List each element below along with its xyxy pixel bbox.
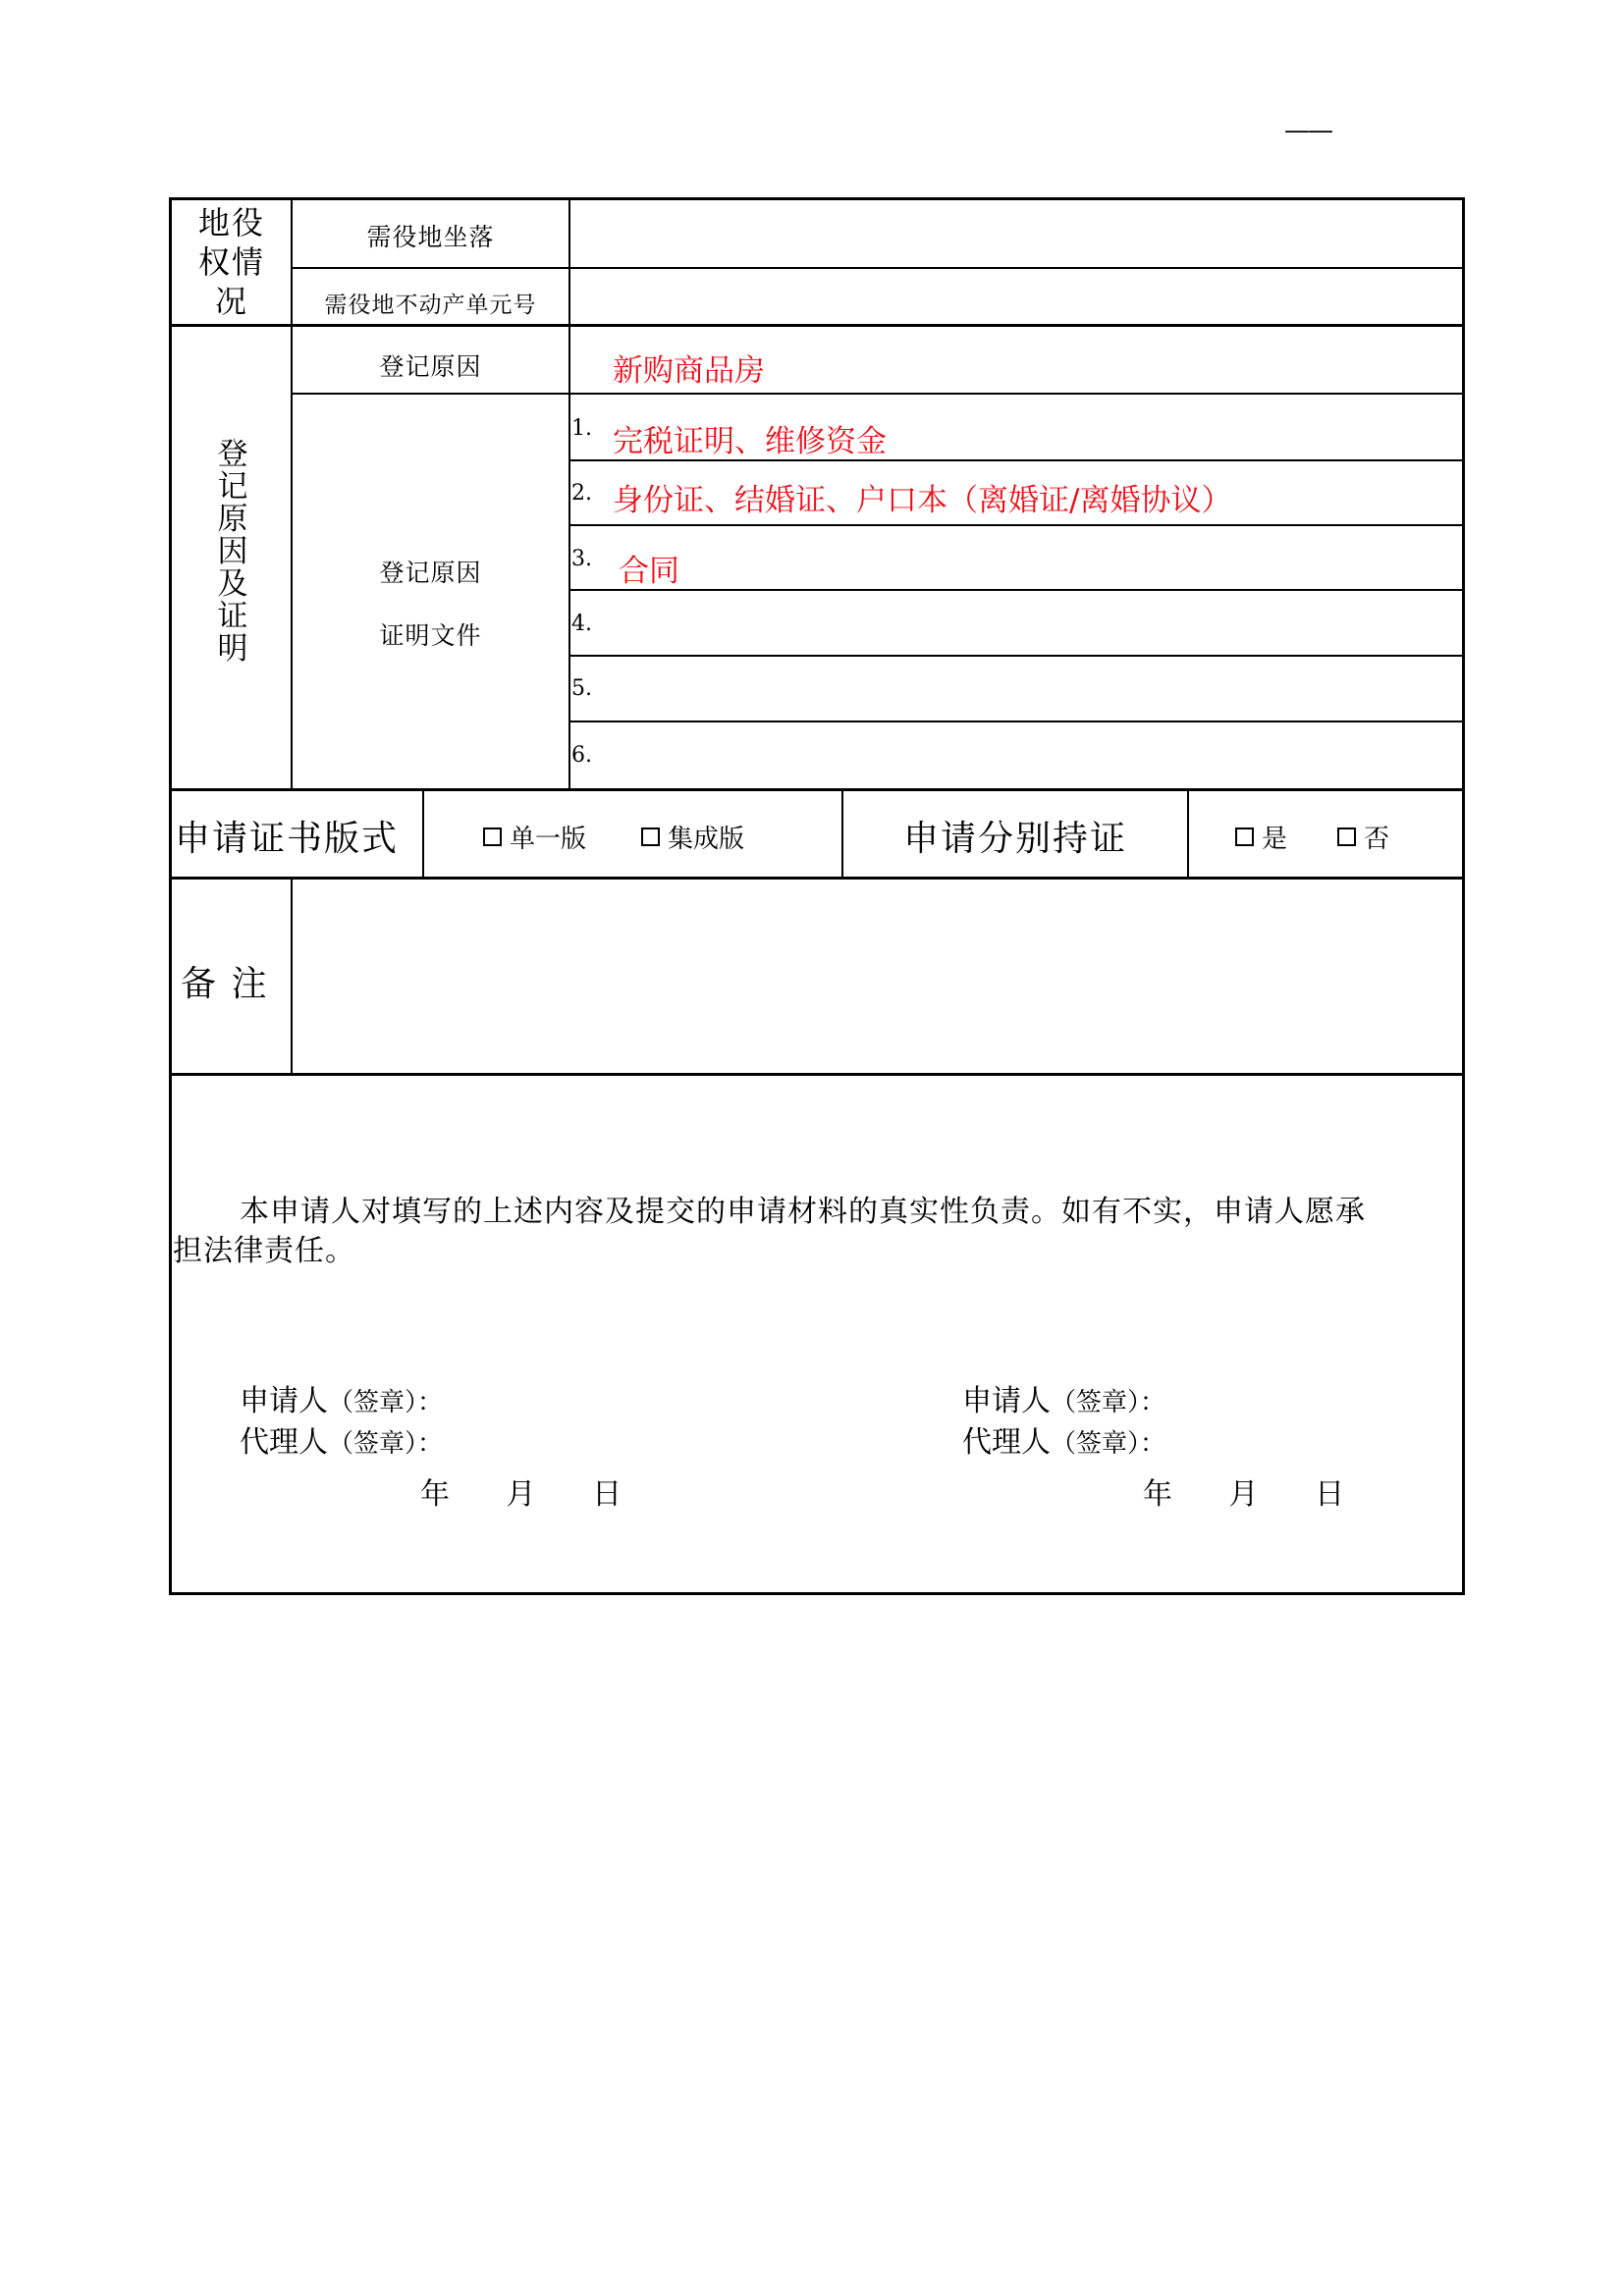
servient-land-unit-number-label: 需役地不动产单元号 [324,293,537,318]
declaration-line-1: 本申请人对填写的上述内容及提交的申请材料的真实性负责。如有不实，申请人愿承 [240,1195,1366,1229]
separate-option-yes[interactable]: 是 [1235,819,1287,855]
table-right-border [1462,197,1465,1595]
doc-text[interactable]: 完税证明、维修资金 [613,424,887,459]
cert-col-divider-1 [422,791,424,879]
separate-certificate-label: 申请分别持证 [903,819,1128,859]
remarks-label: 备 注 [181,964,269,1004]
remarks-field[interactable] [295,882,1459,1070]
servient-land-location-field[interactable] [572,200,1460,265]
supporting-documents-label: 登记原因 证明文件 [379,559,482,650]
doc-number: 6. [571,743,592,768]
servient-land-location-label: 需役地坐落 [366,223,495,251]
registration-reason-label: 登记原因 [379,352,482,381]
separate-option-no[interactable]: 否 [1337,819,1389,855]
easement-section-label: 地役权情况 [197,204,265,320]
table-left-border [169,197,172,1595]
doc-number: 2. [571,481,592,506]
cert-col-divider-2 [841,791,843,879]
doc-text[interactable]: 身份证、结婚证、户口本（离婚证/离婚协议） [613,483,1232,518]
servient-land-unit-number-field[interactable] [572,270,1460,323]
page-mark: —— [1284,116,1331,145]
date-left[interactable]: 年 月 日 [420,1477,623,1512]
reason-row-divider [291,393,1464,395]
format-option-single[interactable]: 单一版 [483,819,586,855]
doc-row-divider-3 [568,589,1464,591]
table-bottom-border [169,1592,1465,1595]
doc-row-divider-4 [568,655,1464,657]
easement-section-bottom [169,324,1465,327]
applicant-signature-right[interactable]: 申请人（签章）： [962,1384,1166,1418]
doc-number: 5. [571,676,592,701]
doc-row-divider-2 [568,524,1464,526]
doc-text[interactable]: 合同 [619,554,679,589]
cert-col-divider-3 [1187,791,1189,879]
doc-row-divider-5 [568,721,1464,722]
checkbox-icon[interactable] [1235,828,1254,846]
doc-number: 4. [571,612,592,636]
agent-signature-right[interactable]: 代理人（签章）： [962,1425,1166,1460]
format-option-integrated[interactable]: 集成版 [641,819,744,855]
registration-section-bottom [169,788,1465,791]
easement-col-divider-2 [568,197,570,791]
checkbox-icon[interactable] [1337,828,1356,846]
declaration-line-2: 担法律责任。 [173,1234,355,1268]
agent-signature-left[interactable]: 代理人（签章）： [240,1425,444,1460]
doc-number: 3. [571,547,592,571]
certificate-format-label: 申请证书版式 [175,819,400,859]
checkbox-icon[interactable] [483,828,502,846]
registration-reason-value[interactable]: 新购商品房 [613,353,765,389]
applicant-signature-left[interactable]: 申请人（签章）： [240,1384,444,1418]
remarks-col-divider [291,880,293,1073]
remarks-row-bottom [169,1073,1465,1076]
checkbox-icon[interactable] [641,828,660,846]
registration-section-label: 登记原因及证明 [217,437,248,667]
cert-row-bottom [169,877,1465,880]
doc-number: 1. [571,416,592,441]
easement-row-divider [291,267,1464,269]
date-right[interactable]: 年 月 日 [1143,1477,1345,1512]
